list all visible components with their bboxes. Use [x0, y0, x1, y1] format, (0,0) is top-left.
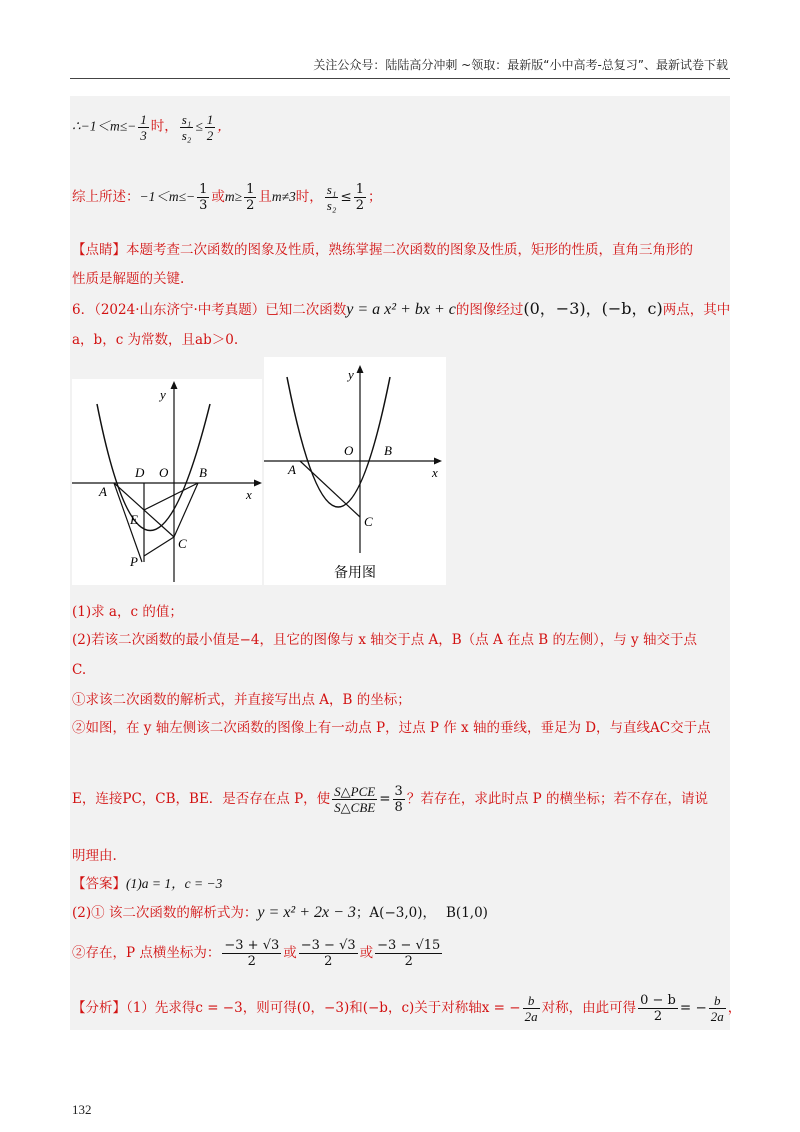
analysis-label: 【分析】 [72, 1000, 126, 1016]
denominator: 2 [247, 954, 256, 969]
denominator: 2 [653, 1009, 663, 1024]
denominator: 3 [140, 128, 147, 143]
point-B: B(1,0) [446, 905, 488, 921]
comma: ， [727, 1000, 742, 1016]
label-B: B [199, 465, 207, 480]
fraction [709, 993, 726, 1024]
denominator: 8 [394, 800, 403, 815]
shi-text: 时， [295, 189, 323, 205]
answer-1: (1)a = 1，c = −3 [126, 876, 223, 891]
fraction [299, 938, 358, 969]
label-E: E [130, 512, 138, 527]
summary-prefix: 综上所述： [72, 189, 140, 205]
numerator: −3 + √3 [224, 938, 280, 953]
label-C: C [364, 514, 373, 529]
fraction [222, 938, 281, 969]
denominator: s₂ [326, 198, 337, 213]
therefore-text: ∴−1＜m≤− [72, 118, 137, 134]
leq-symbol: ≤ [195, 118, 203, 134]
denominator: 2 [355, 198, 364, 213]
answer-line-2 [72, 904, 488, 922]
figure-1-bg [72, 379, 262, 585]
analysis-line [72, 993, 741, 1024]
fraction [205, 112, 216, 143]
leq-symbol: ≤ [340, 189, 352, 205]
answer-line-3 [72, 938, 444, 969]
numerator: s₁ [326, 182, 337, 197]
point-A: ；A(−3,0)， [355, 905, 436, 921]
sub2b-intro: E，连接PC，CB，BE．是否存在点 P，使 [72, 791, 331, 807]
shi-text: 时， [150, 118, 178, 134]
label-y: y [348, 367, 354, 382]
figure-graphs [72, 357, 446, 585]
denominator: 2a [710, 1009, 724, 1024]
sub2b-end: ？若存在，求此时点 P 的横坐标；若不存在，请说 [406, 791, 708, 807]
denominator: 3 [199, 198, 208, 213]
numerator: s₁ [181, 112, 192, 127]
fraction [354, 182, 366, 213]
answer-3-intro: ②存在，P 点横坐标为： [72, 945, 221, 961]
fraction [523, 993, 540, 1024]
question-intro: 6．（2024·山东济宁·中考真题）已知二次函数 [72, 302, 347, 318]
denominator: 2 [206, 128, 214, 143]
label-O: O [344, 443, 354, 458]
and-text: 且 [258, 189, 272, 205]
page-number: 132 [72, 1102, 92, 1117]
question-6-line-2: a，b，c 为常数，且ab＞0. [72, 332, 239, 348]
comma: ， [217, 118, 231, 134]
or-text: 或 [283, 945, 297, 961]
points: (0，−3)，(−b，c) [523, 299, 663, 318]
fraction [375, 938, 442, 969]
inequality-1: −1＜m≤− [139, 189, 196, 204]
figures [72, 357, 446, 589]
numerator: −3 − √3 [300, 938, 356, 953]
part-2-sub-2c: 明理由. [72, 848, 117, 864]
value-fraction [393, 784, 405, 815]
part-2-line-2: C. [72, 662, 87, 678]
fraction [180, 112, 194, 143]
analysis-intro: （1）先求得c = −3，则可得(0，−3)和(−b，c)关于对称轴x = − [126, 1000, 521, 1016]
fraction [325, 182, 339, 213]
part-2-sub-2: ②如图，在 y 轴左侧该二次函数的图像上有一动点 P，过点 P 作 x 轴的垂线，垂足为 D，与直线AC交于点 [72, 720, 711, 736]
part-2-sub-1: ①求该二次函数的解析式，并直接写出点 A，B 的坐标； [72, 692, 411, 708]
or-text: 或 [359, 945, 374, 961]
inequality-3: m≠3 [271, 189, 296, 204]
denominator: S△CBE [334, 800, 376, 815]
numerator: 1 [199, 182, 208, 197]
function-equation: y = a x² + bx + c [346, 301, 456, 318]
label-O: O [159, 465, 169, 480]
label-y: y [160, 387, 166, 402]
label-A: A [99, 484, 107, 499]
page-header: 关注公众号：陆陆高分冲刺 ~领取：最新版“小中高考-总复习”、最新试卷下载 [313, 58, 728, 72]
comment-line-2: 性质是解题的关键. [72, 271, 185, 287]
fraction [244, 182, 256, 213]
denominator: 2 [404, 954, 413, 969]
part-2-sub-2b [72, 784, 708, 815]
denominator: 2 [324, 954, 333, 969]
numerator: 3 [394, 784, 403, 799]
answer-2-equation: y = x² + 2x − 3 [257, 904, 356, 921]
header-divider [70, 78, 730, 79]
numerator: S△PCE [334, 784, 376, 799]
line-summary [72, 182, 381, 213]
part-1: (1)求 a，c 的值； [72, 604, 183, 620]
label-A: A [288, 462, 296, 477]
fraction [197, 182, 209, 213]
numerator: b [709, 993, 726, 1009]
answer-label: 【答案】 [72, 876, 126, 892]
comment-line-1: 【点睛】本题考查二次函数的图象及性质，熟练掌握二次函数的图象及性质，矩形的性质，直角三角形的 [72, 242, 693, 258]
inequality-2: m≥ [224, 189, 243, 204]
numerator: 1 [140, 112, 147, 127]
label-x: x [246, 487, 252, 502]
line-condition [72, 112, 231, 143]
numerator: 0 − b [640, 993, 676, 1008]
label-x: x [432, 465, 438, 480]
numerator: 1 [206, 112, 214, 127]
numerator: −3 − √15 [377, 938, 441, 953]
part-2-line-1: (2)若该二次函数的最小值是−4，且它的图像与 x 轴交于点 A，B（点 A 在点 B 的左侧），与 y 轴交于点 [72, 632, 697, 648]
answer-2-intro: (2)① 该二次函数的解析式为： [72, 905, 258, 921]
fraction [638, 993, 678, 1024]
analysis-mid: 对称，由此可得 [541, 1000, 637, 1016]
label-D: D [135, 465, 145, 480]
equals-sign: = [379, 791, 391, 807]
denominator: s₂ [181, 128, 192, 143]
figure-1 [72, 379, 262, 585]
figure-caption: 备用图 [334, 565, 376, 581]
fraction [138, 112, 149, 143]
area-ratio-fraction [332, 784, 377, 815]
figure-2 [264, 357, 446, 585]
numerator: b [523, 993, 540, 1009]
equals-sign: = − [679, 1000, 707, 1016]
question-6-line-1 [72, 300, 730, 319]
denominator: 2 [246, 198, 255, 213]
semicolon: ； [367, 189, 382, 205]
denominator: 2a [524, 1009, 538, 1024]
label-B: B [384, 443, 392, 458]
numerator: 1 [355, 182, 364, 197]
numerator: 1 [246, 182, 255, 197]
question-mid: 的图像经过 [455, 302, 524, 318]
label-C: C [178, 536, 187, 551]
or-text: 或 [211, 189, 225, 205]
answer-line-1 [72, 875, 222, 893]
label-P: P [130, 554, 138, 569]
question-end: 两点，其中 [662, 302, 731, 318]
